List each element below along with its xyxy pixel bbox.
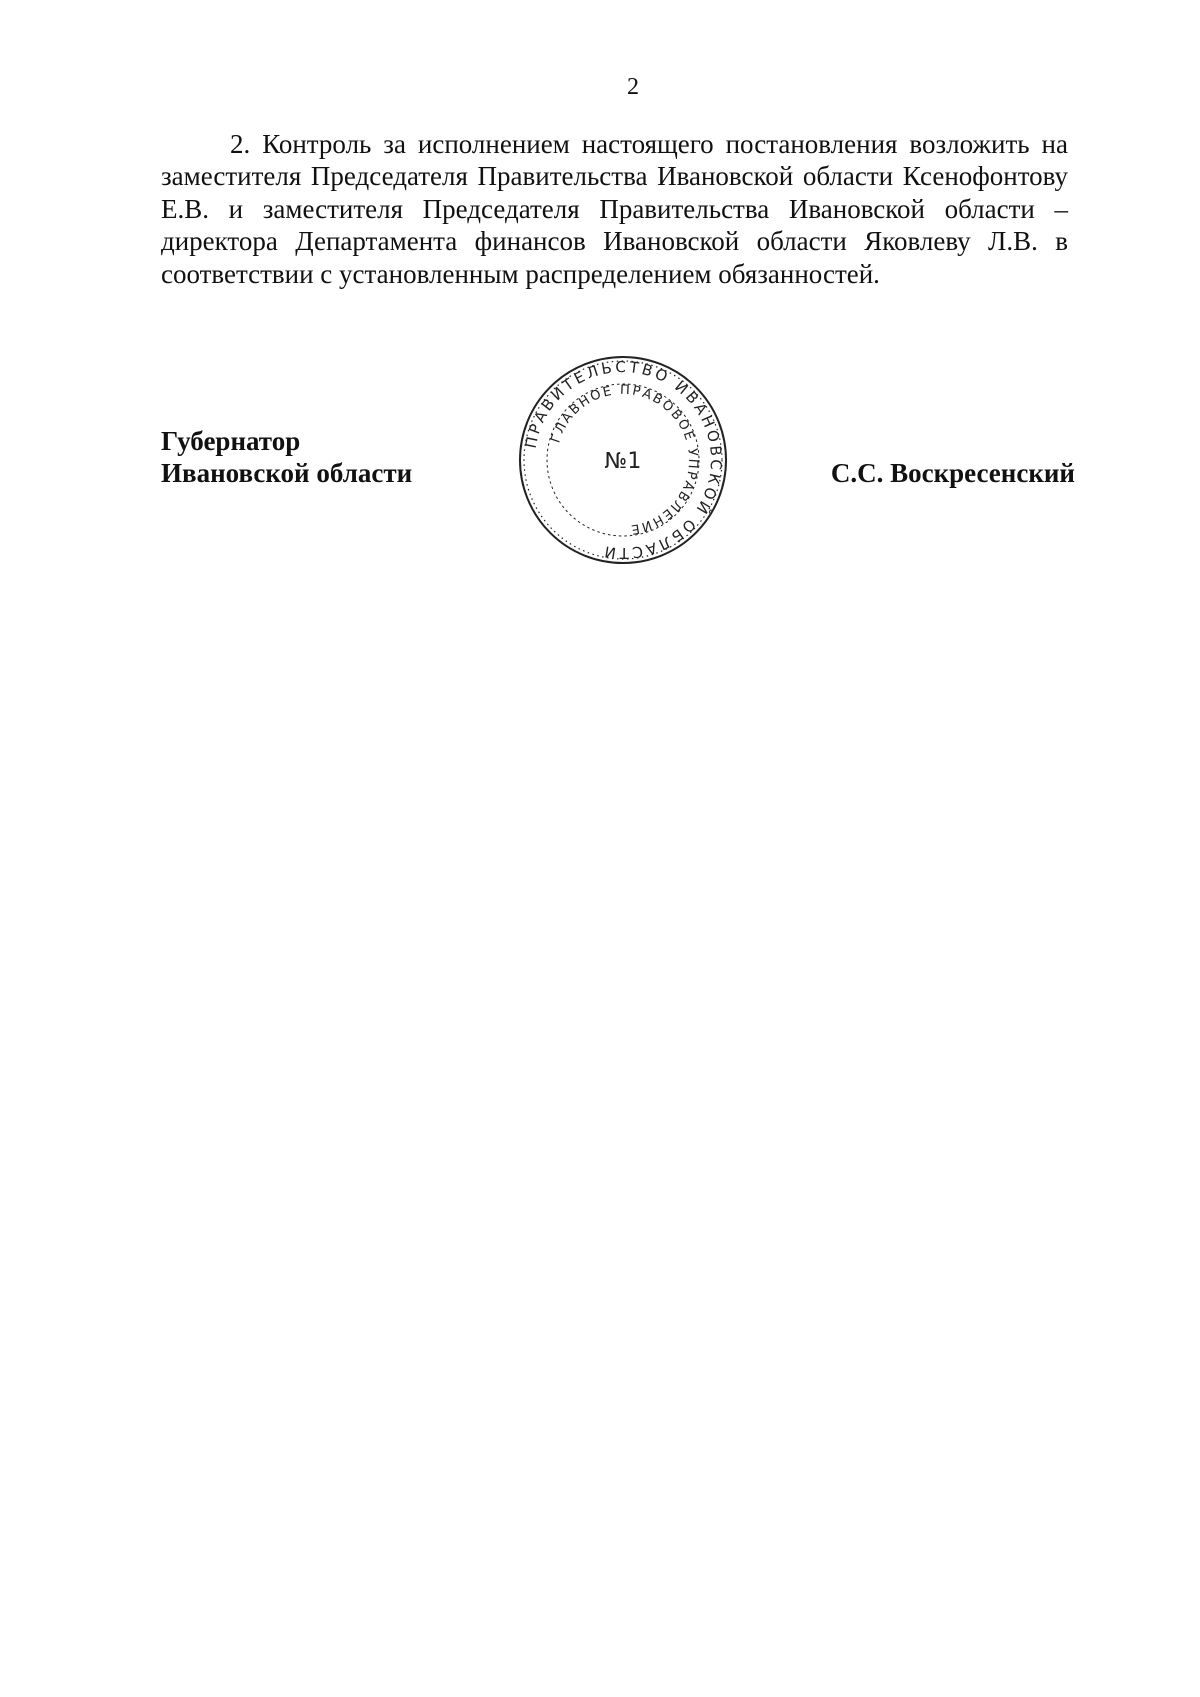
signer-name: С.С. Воскресенский	[830, 458, 1075, 488]
seal-graphic	[517, 354, 729, 566]
seal-inner-text: ГЛАВНОЕ ПРАВОВОЕ УПРАВЛЕНИЕ	[548, 382, 701, 537]
signer-position-line1: Губернатор	[161, 426, 301, 456]
seal-center-number: №1	[604, 449, 642, 474]
signer-position-line2: Ивановской области	[161, 458, 413, 488]
page-number: 2	[627, 74, 639, 100]
paragraph-2: 2. Контроль за исполнением настоящего постановления возложить на заместителя Председателя Правительства Ивановской области Ксенофонтову Е.В. и заместителя Председателя Правительства Ивановской области – директора Департамента финансов Ивановской области Яковлеву Л.В. в соответствии с установленным распределением обязанностей.	[161, 129, 1068, 289]
official-seal	[517, 354, 729, 566]
seal-outer-text: ПРАВИТЕЛЬСТВО ИВАНОВСКОЙ ОБЛАСТИ	[521, 357, 726, 563]
signer-position	[161, 425, 412, 489]
